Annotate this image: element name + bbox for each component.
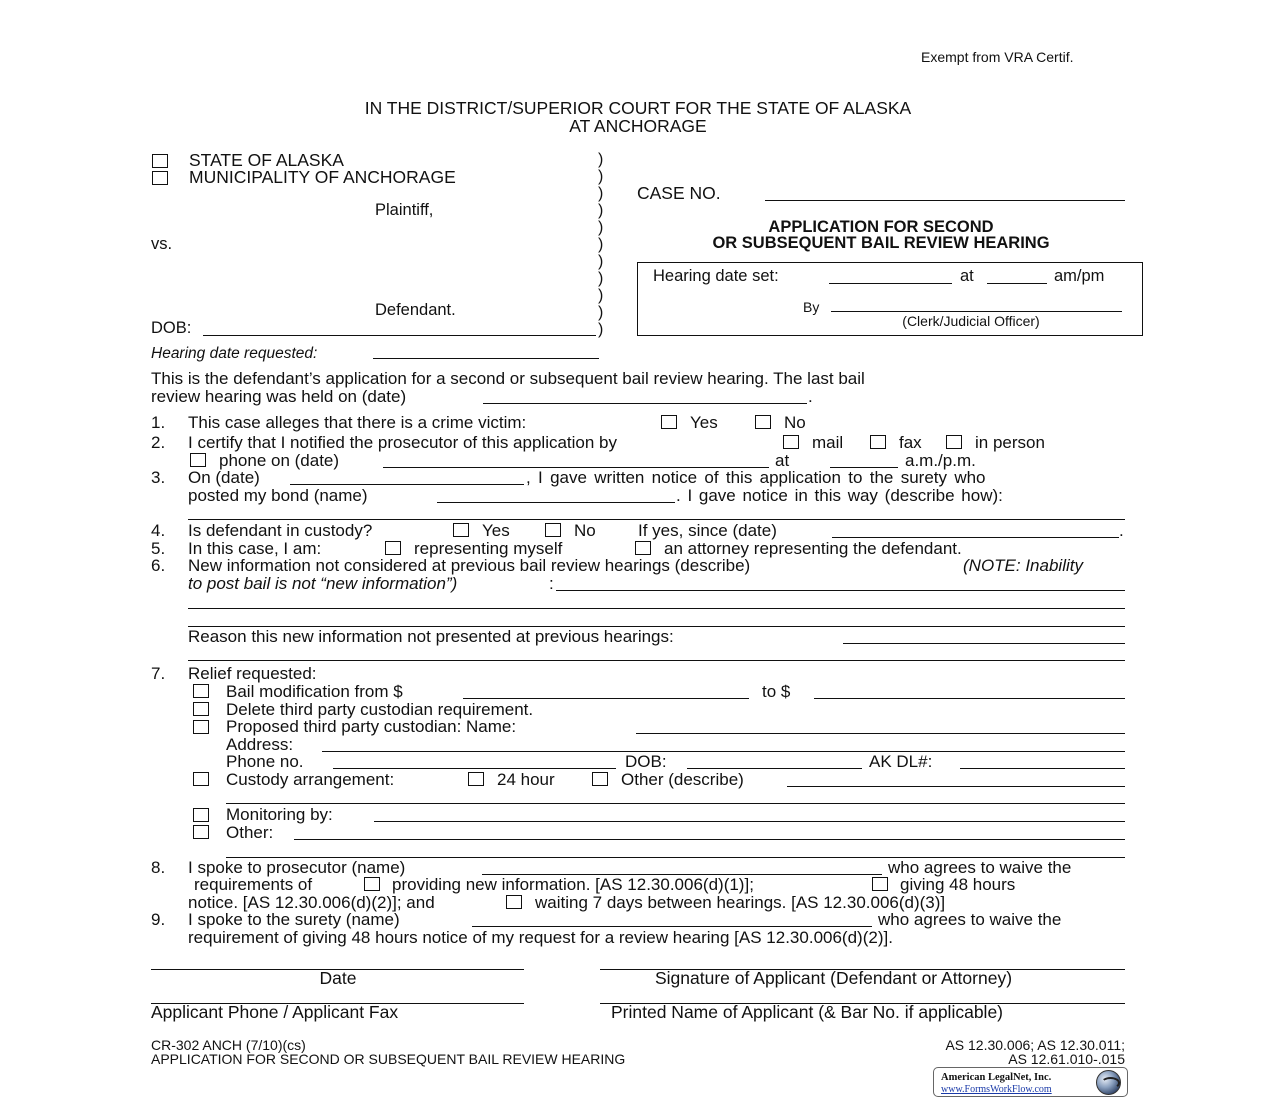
state-of-alaska-checkbox[interactable] [152,154,168,168]
hearing-requested-field[interactable] [373,358,599,359]
item5-text: In this case, I am: [188,539,322,558]
clerk-signature-field[interactable] [831,311,1122,312]
case-no-field[interactable] [765,200,1125,201]
item8-text: requirements of [194,875,313,894]
item3-text: . I gave notice in this way (describe how): [676,486,1003,505]
defendant-label: Defendant. [375,301,456,319]
notify-fax-label: fax [899,433,922,452]
item-number: 4. [151,521,166,540]
caption-paren: ) [598,168,604,185]
item-number: 8. [151,858,166,877]
caption-paren: ) [598,253,604,270]
custody-no-label: No [574,521,596,540]
relief-other-checkbox[interactable] [193,825,209,839]
state-of-alaska-label: STATE OF ALASKA [189,150,344,170]
new-info-field[interactable] [188,608,1125,609]
item-number: 7. [151,664,166,683]
caption-paren: ) [598,219,604,236]
victim-yes-label: Yes [690,413,718,432]
hearing-set-time-field[interactable] [987,283,1047,284]
custodian-phone-field[interactable] [333,768,616,769]
delete-custodian-checkbox[interactable] [193,702,209,716]
attorney-label: an attorney representing the defendant. [664,539,962,558]
delete-custodian-label: Delete third party custodian requirement. [226,700,534,719]
reason-field[interactable] [843,643,1125,644]
item4-text: Is defendant in custody? [188,521,373,540]
hearing-set-ampm: am/pm [1054,267,1105,285]
intro-end: . [808,387,813,406]
versus-label: vs. [151,235,173,253]
form-title-line2: OR SUBSEQUENT BAIL REVIEW HEARING [712,234,1050,252]
item-number: 9. [151,910,166,929]
caption-paren: ) [598,151,604,168]
bail-to-field[interactable] [814,698,1125,699]
custody-no-checkbox[interactable] [545,523,561,537]
relief-other-label: Other: [226,823,274,842]
custody-arrangement-label: Custody arrangement: [226,770,395,789]
hearing-set-at: at [960,267,974,285]
phone-at-label: at [775,451,790,470]
item2-text: I certify that I notified the prosecutor of this application by [188,433,618,452]
item6-note: to post bail is not “new information”) [188,574,458,593]
hearing-set-by: By [803,299,820,315]
item3-text: posted my bond (name) [188,486,368,505]
form-title-line1: APPLICATION FOR SECOND [768,218,994,236]
waive-new-info-checkbox[interactable] [364,877,380,891]
custody-yes-checkbox[interactable] [453,523,469,537]
caption-paren: ) [598,270,604,287]
hearing-requested-label: Hearing date requested: [151,345,318,362]
representing-self-label: representing myself [414,539,563,558]
item9-text: requirement of giving 48 hours notice of my request for a review hearing [AS 12.30.006(d)(2)]. [188,928,893,947]
victim-no-label: No [784,413,806,432]
custody-since-field[interactable] [832,537,1119,538]
item9-text: who agrees to waive the [878,910,1062,929]
item1-text: This case alleges that there is a crime victim: [188,413,527,432]
intro-text: This is the defendant’s application for a second or subsequent bail review hearing. The last bail [151,369,865,388]
custody-since-label: If yes, since (date) [638,521,777,540]
court-location: AT ANCHORAGE [569,116,707,136]
custodian-dob-label: DOB: [625,752,667,771]
waive-new-info-label: providing new information. [AS 12.30.006(d)(1)]; [392,875,754,894]
caption-paren: ) [598,304,604,321]
monitoring-label: Monitoring by: [226,805,333,824]
custody-yes-label: Yes [482,521,510,540]
surety-notice-date-field[interactable] [290,484,524,485]
waive-48-hours-label: giving 48 hours [900,875,1016,894]
proposed-custodian-label: Proposed third party custodian: Name: [226,717,517,736]
item8-text: I spoke to prosecutor (name) [188,858,406,877]
municipality-checkbox[interactable] [152,171,168,185]
item-number: 6. [151,556,166,575]
printed-name-label: Printed Name of Applicant (& Bar No. if applicable) [611,1002,1003,1022]
custodian-address-field[interactable] [322,751,1125,752]
court-name: IN THE DISTRICT/SUPERIOR COURT FOR THE STATE OF ALASKA [364,98,912,118]
custody-other-field[interactable] [787,786,1125,787]
custody-other-field[interactable] [226,803,1125,804]
proposed-custodian-checkbox[interactable] [193,720,209,734]
item-number: 5. [151,539,166,558]
notify-fax-checkbox[interactable] [870,435,886,449]
custody-other-label: Other (describe) [621,770,744,789]
notice-method-field[interactable] [188,519,1125,520]
footer-statute: AS 12.61.010-.015 [1008,1051,1125,1067]
item7-text: Relief requested: [188,664,317,683]
case-no-label: CASE NO. [637,183,721,203]
phone-fax-label: Applicant Phone / Applicant Fax [151,1002,399,1022]
item9-text: I spoke to the surety (name) [188,910,400,929]
custodian-akdl-field[interactable] [960,768,1125,769]
notify-mail-label: mail [812,433,844,452]
bail-to-label: to $ [762,682,791,701]
caption-paren: ) [598,185,604,202]
last-hearing-date-field[interactable] [483,403,807,404]
notify-phone-checkbox[interactable] [190,453,206,467]
bail-from-field[interactable] [463,698,749,699]
item3-text: On (date) [188,468,260,487]
caption-paren: ) [598,321,604,338]
reason-label: Reason this new information not presented at previous hearings: [188,627,674,646]
plaintiff-label: Plaintiff, [375,201,434,219]
dob-label: DOB: [151,319,192,337]
surety-name-waiver-field[interactable] [472,926,872,927]
monitoring-field[interactable] [374,821,1125,822]
item4-end: . [1119,521,1124,540]
victim-yes-checkbox[interactable] [661,415,677,429]
waive-7-days-checkbox[interactable] [506,895,522,909]
footer-statute: AS 12.30.006; AS 12.30.011; [945,1037,1125,1053]
applicant-signature-label: Signature of Applicant (Defendant or Attorney) [655,968,1013,988]
municipality-label: MUNICIPALITY OF ANCHORAGE [189,167,456,187]
exempt-note: Exempt from VRA Certif. [921,49,1074,65]
caption-paren: ) [598,202,604,219]
globe-icon [1096,1070,1121,1095]
date-label: Date [319,968,357,988]
item6-colon: : [549,574,554,593]
item-number: 1. [151,413,166,432]
form-id: CR-302 ANCH (7/10)(cs) [151,1037,306,1053]
item3-text: , I gave written notice of this application to the surety who [526,468,986,487]
hearing-set-label: Hearing date set: [653,267,779,285]
item-number: 2. [151,433,166,452]
relief-other-field[interactable] [294,839,1125,840]
caption-paren: ) [598,287,604,304]
attorney-checkbox[interactable] [635,541,651,555]
logo-company-name: American LegalNet, Inc. [941,1072,1052,1083]
dob-field[interactable] [203,335,596,336]
custody-24-hour-checkbox[interactable] [468,772,484,786]
phone-ampm-label: a.m./p.m. [905,451,976,470]
representing-self-checkbox[interactable] [385,541,401,555]
reason-field[interactable] [188,660,1125,661]
item8-text: notice. [AS 12.30.006(d)(2)]; and [188,893,435,912]
monitoring-checkbox[interactable] [193,808,209,822]
bail-modification-label: Bail modification from $ [226,682,403,701]
hearing-set-date-field[interactable] [829,283,952,284]
item6-text: New information not considered at previous bail review hearings (describe) [188,556,751,575]
item8-text: who agrees to waive the [888,858,1072,877]
clerk-label: (Clerk/Judicial Officer) [902,313,1040,329]
logo-website-link[interactable]: www.FormsWorkFlow.com [941,1084,1052,1095]
notify-in-person-label: in person [975,433,1045,452]
bail-modification-checkbox[interactable] [193,684,209,698]
waive-7-days-label: waiting 7 days between hearings. [AS 12.30.006(d)(3)] [535,893,946,912]
custodian-dob-field[interactable] [687,768,862,769]
intro-text: review hearing was held on (date) [151,387,407,406]
notify-in-person-checkbox[interactable] [946,435,962,449]
notify-phone-label: phone on (date) [219,451,340,470]
custody-other-checkbox[interactable] [592,772,608,786]
caption-paren: ) [598,236,604,253]
victim-no-checkbox[interactable] [755,415,771,429]
notify-mail-checkbox[interactable] [783,435,799,449]
custodian-phone-label: Phone no. [226,752,304,771]
waive-48-hours-checkbox[interactable] [872,877,888,891]
footer-form-title: APPLICATION FOR SECOND OR SUBSEQUENT BAIL REVIEW HEARING [151,1051,626,1067]
custody-24-hour-label: 24 hour [497,770,555,789]
item6-note: (NOTE: Inability [963,556,1083,575]
item-number: 3. [151,468,166,487]
custodian-name-field[interactable] [636,733,1125,734]
new-info-field[interactable] [556,590,1125,591]
custodian-address-label: Address: [226,735,294,754]
custodian-akdl-label: AK DL#: [869,752,933,771]
custody-arrangement-checkbox[interactable] [193,772,209,786]
american-legalnet-logo[interactable] [933,1067,1128,1097]
surety-name-field[interactable] [437,502,675,503]
